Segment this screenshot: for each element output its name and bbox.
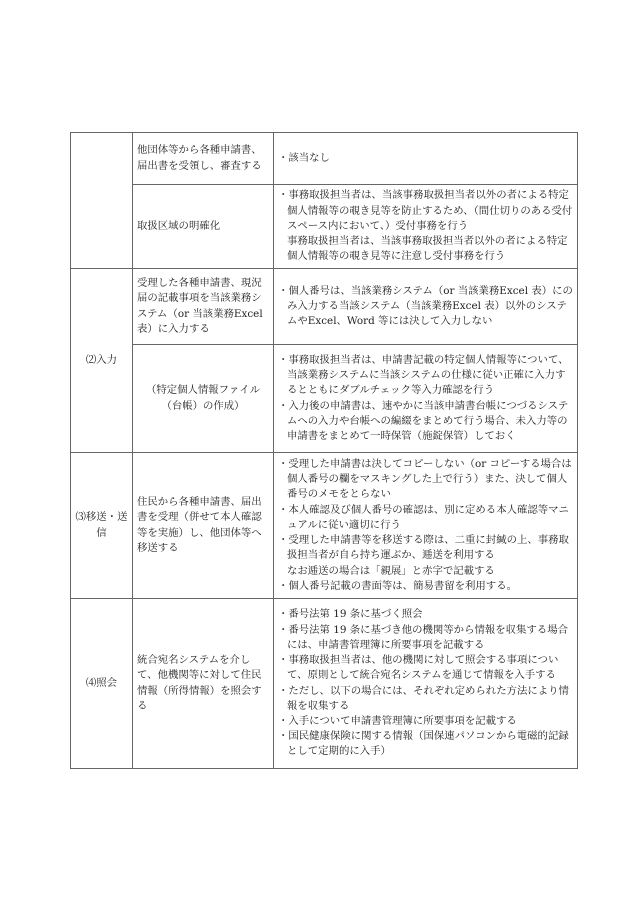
table-row bbox=[71, 185, 578, 269]
measure-subitem: 事務取扱担当者は、当該事務取扱担当者以外の者による特定個人情報等の覗き見等に注意し受付事務を行う bbox=[287, 235, 568, 263]
measures-cell bbox=[274, 453, 578, 599]
measures-cell bbox=[274, 599, 578, 769]
table-row bbox=[71, 269, 578, 345]
task-cell: （特定個人情報ファイル（台帳）の作成） bbox=[133, 345, 274, 453]
task-cell: 受理した各種申請書、現況届の記載事項を当該業務システム（or 当該業務Excel 表）に入力する bbox=[133, 269, 274, 345]
measure-item: ・個人番号記載の書面等は、簡易書留を利用する。 bbox=[278, 579, 517, 592]
table-row bbox=[71, 599, 578, 769]
measure-item: ・受理した申請書は決してコピーしない（or コピーする場合は個人番号の欄をマスキングした上で行う）また、決して個人番号のメモをとらない bbox=[278, 458, 572, 501]
measure-subitem: なお逓送の場合は「親展」と赤字で記載する bbox=[287, 564, 495, 577]
measure-item: ・事務取扱担当者は、申請書記載の特定個人情報等について、当該業務システムに当該システムの仕様に従い正確に入力するとともにダブルチェック等入力確認を行う bbox=[278, 353, 569, 397]
table-row bbox=[71, 133, 578, 185]
section-cell-inquiry: ⑷照会 bbox=[71, 599, 133, 769]
measure-item: ・ただし、以下の場合には、それぞれ定められた方法により情報を収集する bbox=[278, 684, 569, 712]
task-cell: 取扱区域の明確化 bbox=[133, 185, 274, 269]
measures-cell bbox=[274, 269, 578, 345]
measure-item: ・入力後の申請書は、速やかに当該申請書台帳につづるシステムへの入力や台帳への編綴をまとめて行う場合、未入力等の申請書をまとめて一時保管（施錠保管）しておく bbox=[278, 399, 569, 442]
task-cell: 他団体等から各種申請書、届出書を受領し、審査する bbox=[133, 133, 274, 185]
measure-item: ・受理した申請書等を移送する際は、二重に封緘の上、事務取扱担当者が自ら持ち運ぶか、逓送を利用する bbox=[278, 534, 569, 562]
measures-cell bbox=[274, 345, 578, 453]
measure-item: ・番号法第 19 条に基づき他の機関等から情報を収集する場合には、申請書管理簿に所要事項を記載する bbox=[278, 623, 568, 651]
measure-item: ・事務取扱担当者は、当該事務取扱担当者以外の者による特定個人情報等の覗き見等を防止するため、（間仕切りのある受付スペース内において、）受付事務を行う bbox=[278, 189, 573, 232]
security-measures-table bbox=[70, 132, 578, 769]
measure-item: ・事務取扱担当者は、他の機関に対して照会する事項について、原則として統合宛名システムを通じて情報を入手する bbox=[278, 654, 559, 682]
measures-cell bbox=[274, 185, 578, 269]
measure-item: ・本人確認及び個人番号の確認は、別に定める本人確認等マニュアルに従い適切に行う bbox=[278, 503, 569, 531]
measure-item: ・国民健康保険に関する情報（国保連パソコンから電磁的記録として定期的に入手） bbox=[278, 730, 569, 758]
task-cell: 統合宛名システムを介して、他機関等に対して住民情報（所得情報）を照会する bbox=[133, 599, 274, 769]
measure-item: ・該当なし bbox=[278, 151, 330, 164]
section-cell-transfer: ⑶移送・送信 bbox=[71, 453, 133, 599]
section-cell-blank bbox=[71, 133, 133, 269]
measures-cell bbox=[274, 133, 578, 185]
table-row bbox=[71, 345, 578, 453]
measure-item: ・個人番号は、当該業務システム（or 当該業務Excel 表）にのみ入力する当該システム（当該業務Excel 表）以外のシステムやExcel、Word 等には決して入力しない bbox=[278, 284, 573, 328]
measure-item: ・入手について申請書管理簿に所要事項を記載する bbox=[278, 714, 517, 727]
task-cell: 住民から各種申請書、届出書を受理（併せて本人確認等を実施）し、他団体等へ移送する bbox=[133, 453, 274, 599]
section-cell-input: ⑵入力 bbox=[71, 269, 133, 453]
measure-item: ・番号法第 19 条に基づく照会 bbox=[278, 608, 423, 621]
table-row bbox=[71, 453, 578, 599]
